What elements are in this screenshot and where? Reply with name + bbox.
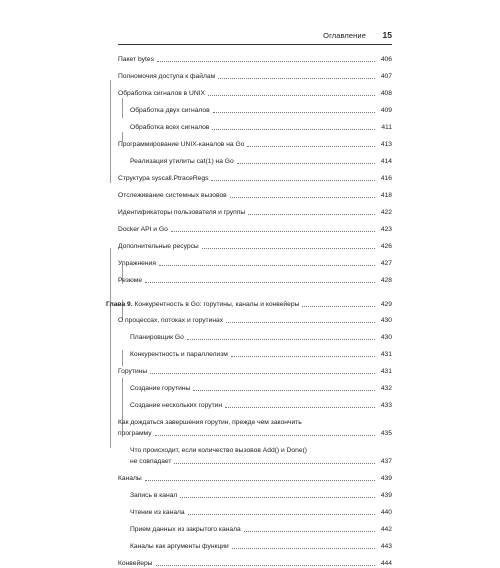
toc-entry[interactable]: Запись в канал 439 xyxy=(130,492,392,499)
header-rule xyxy=(118,44,392,45)
toc-entry[interactable]: Программирование UNIX-каналов на Go 413 xyxy=(118,141,392,148)
toc-entry[interactable]: Идентификаторы пользователя и группы 422 xyxy=(118,209,392,216)
running-header xyxy=(118,31,392,43)
toc-entry[interactable]: Отслеживание системных вызовов 418 xyxy=(118,192,392,199)
toc-entry[interactable]: О процессах, потоках и горутинах 430 xyxy=(118,317,392,324)
toc-entry[interactable]: Горутины 431 xyxy=(118,368,392,375)
toc-entry[interactable]: Каналы 439 xyxy=(118,475,392,482)
toc-chapter-entry[interactable]: Глава 9. Конкурентность в Go: горутины, каналы и конвейеры 429 xyxy=(106,301,392,308)
toc-entry[interactable]: Docker API и Go 423 xyxy=(118,226,392,233)
toc-entry[interactable]: Обработка всех сигналов 411 xyxy=(130,124,392,131)
toc-entry[interactable]: Прием данных из закрытого канала 442 xyxy=(130,526,392,533)
toc-entry[interactable]: Создание горутины 432 xyxy=(130,385,392,392)
toc-entry[interactable]: Пакет bytes 406 xyxy=(118,56,392,63)
header-title: Оглавление xyxy=(323,31,366,40)
toc-entry[interactable]: Структура syscall.PtraceRegs 416 xyxy=(118,175,392,182)
toc-entry[interactable]: Каналы как аргументы функции 443 xyxy=(130,543,392,550)
toc-entry[interactable]: Обработка сигналов в UNIX 408 xyxy=(118,90,392,97)
header-page-number: 15 xyxy=(382,30,392,40)
toc-entry-multiline[interactable]: Что происходит, если количество вызовов Add() и Done() не совпадает 437 xyxy=(130,447,392,465)
chapter-label: Глава 9. xyxy=(106,301,133,308)
toc-entry[interactable]: Чтение из канала 440 xyxy=(130,509,392,516)
toc-entry[interactable]: Создание нескольких горутин 433 xyxy=(130,402,392,409)
chapter-title: Конкурентность в Go: горутины, каналы и конвейеры xyxy=(132,301,300,308)
toc-entry[interactable]: Обработка двух сигналов 409 xyxy=(130,107,392,114)
toc-entry[interactable]: Планировщик Go 430 xyxy=(130,334,392,341)
toc-entry-multiline[interactable]: Как дождаться завершения горутин, прежде чем закончить программу 435 xyxy=(118,419,392,437)
toc-entry[interactable]: Конкурентность и параллелизм 431 xyxy=(130,351,392,358)
toc-entry[interactable]: Конвейеры 444 xyxy=(118,560,392,567)
toc-entry[interactable]: Реализация утилиты cat(1) на Go 414 xyxy=(130,158,392,165)
toc-entry[interactable]: Резюме 428 xyxy=(118,277,392,284)
toc-entry[interactable]: Упражнения 427 xyxy=(118,260,392,267)
table-of-contents xyxy=(106,56,392,568)
toc-entry[interactable]: Дополнительные ресурсы 426 xyxy=(118,243,392,250)
toc-entry[interactable]: Полномочия доступа к файлам 407 xyxy=(118,73,392,80)
